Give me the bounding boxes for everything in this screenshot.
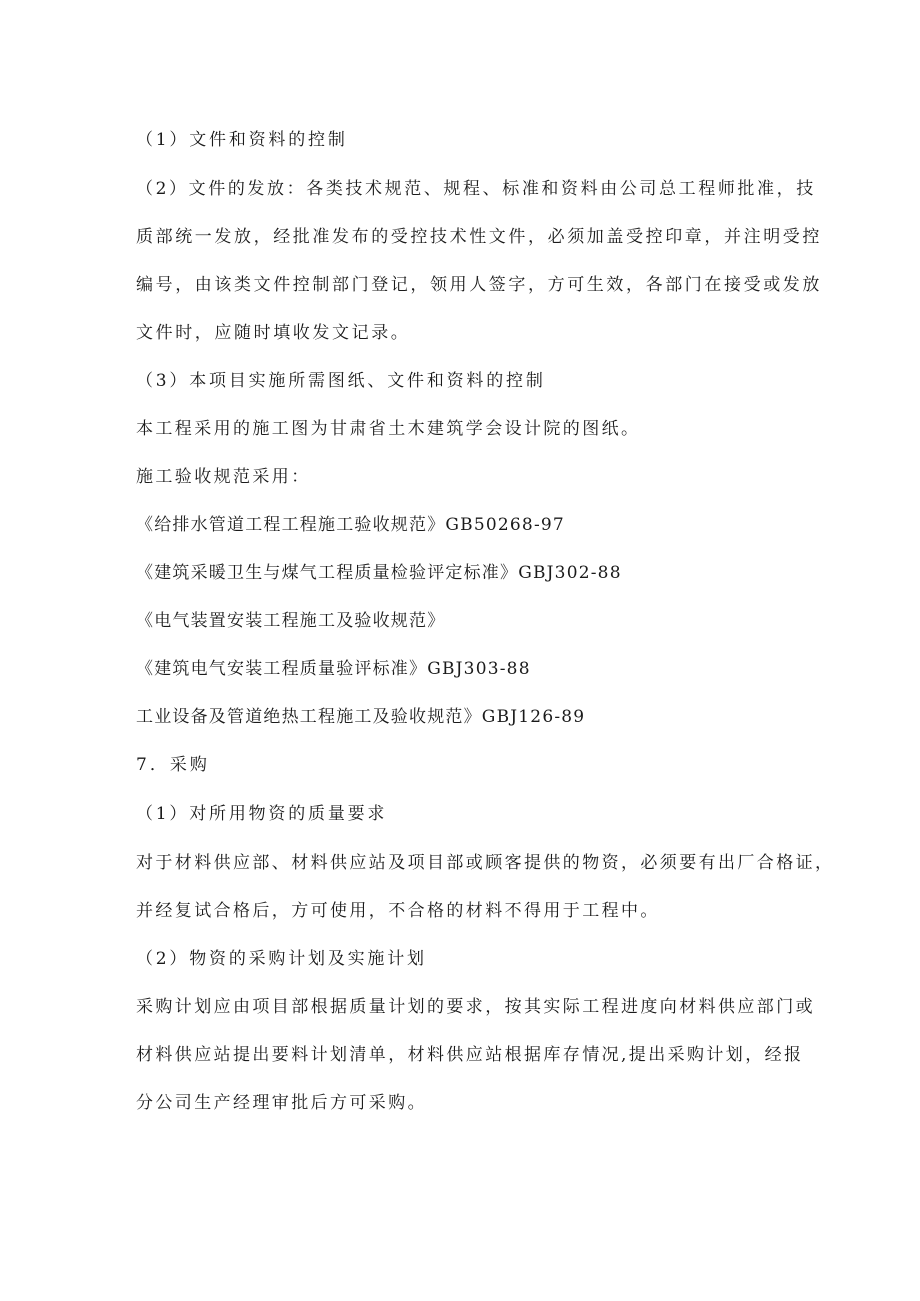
standard-reference-line: 《建筑电气安装工程质量验评标准》GBJ303-88 bbox=[136, 659, 531, 679]
paragraph-line: 质部统一发放，经批准发布的受控技术性文件，必须加盖受控印章，并注明受控 bbox=[136, 227, 822, 247]
paragraph-line: 并经复试合格后，方可使用，不合格的材料不得用于工程中。 bbox=[136, 901, 660, 921]
standard-reference-line: 工业设备及管道绝热工程施工及验收规范》GBJ126-89 bbox=[136, 707, 586, 727]
paragraph-line: 编号，由该类文件控制部门登记，领用人签字，方可生效，各部门在接受或发放 bbox=[136, 275, 822, 295]
standard-reference-line: 《建筑采暖卫生与煤气工程质量检验评定标准》GBJ302-88 bbox=[136, 563, 622, 583]
paragraph-line: 材料供应站提出要料计划清单，材料供应站根据库存情况,提出采购计划，经报 bbox=[136, 1045, 804, 1065]
paragraph-line: 文件时，应随时填收发文记录。 bbox=[136, 323, 411, 343]
standard-reference-line: 《给排水管道工程工程施工验收规范》GB50268-97 bbox=[136, 515, 565, 535]
subsection-heading-quality-requirements: （1）对所用物资的质量要求 bbox=[136, 804, 388, 824]
subsection-heading-drawings-control: （3）本项目实施所需图纸、文件和资料的控制 bbox=[136, 371, 546, 391]
paragraph-line: 施工验收规范采用： bbox=[136, 467, 311, 487]
paragraph-line: 分公司生产经理审批后方可采购。 bbox=[136, 1093, 427, 1113]
paragraph-line: 采购计划应由项目部根据质量计划的要求，按其实际工程进度向材料供应部门或 bbox=[136, 997, 815, 1017]
section-heading-procurement: 7．采购 bbox=[136, 755, 210, 775]
standard-reference-line: 《电气装置安装工程施工及验收规范》 bbox=[136, 611, 446, 631]
subsection-heading-document-control: （1）文件和资料的控制 bbox=[136, 130, 348, 150]
subsection-heading-procurement-plan: （2）物资的采购计划及实施计划 bbox=[136, 949, 427, 969]
paragraph-line: 对于材料供应部、材料供应站及项目部或顾客提供的物资，必须要有出厂合格证， bbox=[136, 853, 835, 873]
paragraph-line: 本工程采用的施工图为甘肃省土木建筑学会设计院的图纸。 bbox=[136, 419, 641, 439]
paragraph-line: （2）文件的发放：各类技术规范、规程、标准和资料由公司总工程师批准，技 bbox=[136, 179, 816, 199]
